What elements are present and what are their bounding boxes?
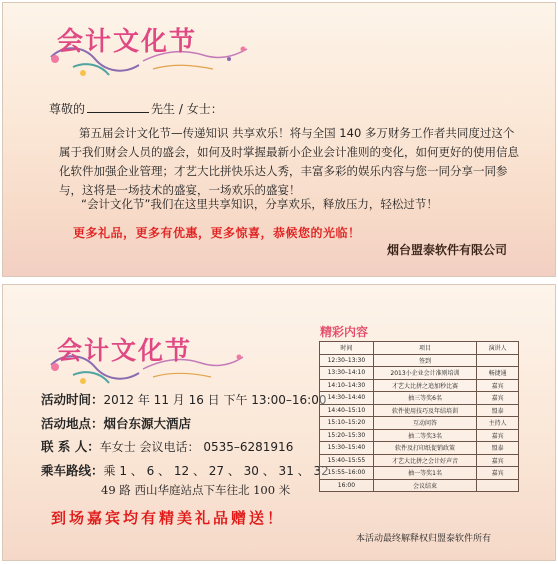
cell-item: 才艺大比拼之会计好声音 [373,454,477,467]
cell-item: 抽一等奖1名 [373,467,477,480]
schedule-table [319,341,519,492]
greeting-line [49,100,223,117]
table-row [320,392,519,405]
place-value: 烟台东源大酒店 [103,416,192,431]
table-row [320,467,519,480]
cell-item: 才艺大比拼之追加秒比赛 [373,379,477,392]
cell-time: 12:30–13:30 [320,354,374,367]
greeting-suffix: 先生 / 女士： [151,102,223,116]
event-contact [41,437,293,455]
cell-time: 15:20–15:30 [320,429,374,442]
gift-notice: 到场嘉宾均有精美礼品赠送！ [51,509,286,527]
cell-speaker [477,354,519,367]
table-row [320,379,519,392]
slogan: 更多礼品，更多有优惠，更多惊喜，恭候您的光临！ [73,226,361,240]
place-label: 活动地点： [41,416,104,431]
event-place [41,414,191,432]
cell-time: 16:00 [320,479,374,492]
cell-speaker: 盟泰 [477,442,519,455]
cell-time: 14:10–14:30 [320,379,374,392]
festival-logo [43,15,253,87]
cell-speaker [477,479,519,492]
table-row [320,354,519,367]
invitation-card-top [2,2,556,277]
event-route [41,461,329,479]
cell-item: 会议结束 [373,479,477,492]
cell-speaker: 嘉宾 [477,379,519,392]
table-row [320,404,519,417]
time-value: 2012 年 11 月 16 日 下午 13:00–16:00 [103,393,327,407]
cell-time: 15:10–15:20 [320,417,374,430]
table-row [320,417,519,430]
cell-speaker: 盟泰 [477,404,519,417]
cell-speaker: 畅捷通 [477,367,519,380]
cell-item: 抽二等奖3名 [373,429,477,442]
table-row [320,479,519,492]
contact-label: 联 系 人： [41,439,100,454]
invitation-paragraph-2: “会计文化节”我们在这里共享知识，分享欢乐，释放压力，轻松过节！ [81,197,438,211]
header-time: 时间 [320,342,374,355]
header-speaker: 演讲人 [477,342,519,355]
cell-item: 抽三等奖6名 [373,392,477,405]
cell-speaker: 嘉宾 [477,467,519,480]
company-name: 烟台盟泰软件有限公司 [386,243,507,257]
greeting-prefix: 尊敬的 [49,102,86,116]
logo-text: 会计文化节 [57,27,198,57]
program-title: 精彩内容 [320,325,369,339]
schedule-header-row [320,342,519,355]
cell-item: 2013小企业会计准则培训 [373,367,477,380]
festival-logo [45,325,245,395]
table-row [320,454,519,467]
disclaimer-footer: 本活动最终解释权归盟泰软件所有 [356,534,492,544]
invitation-card-bottom [2,284,556,561]
cell-time: 15:55–16:00 [320,467,374,480]
name-blank [87,101,149,113]
cell-speaker: 嘉宾 [477,429,519,442]
route-value-line-2: 49 路 西山华庭站点下车往北 100 米 [101,483,291,497]
cell-speaker: 主持人 [477,417,519,430]
cell-time: 15:30–15:40 [320,442,374,455]
cell-item: 签到 [373,354,477,367]
table-row [320,429,519,442]
route-label: 乘车路线： [41,463,104,478]
invitation-paragraph: 第五届会计文化节—传递知识 共享欢乐！将与全国 140 多万财务工作者共同度过这个属于我们财会人员的盛会，如何及时掌握最新小企业会计准则的变化，如何更好的使用信息化软件加强企业管理；才艺大比拼快乐达人秀，丰富多彩的娱乐内容与您一同分享一同参与，这将是一场技术的盛宴，一场欢乐的盛宴！ [59,126,519,197]
cell-item: 软件及打印纸促销政策 [373,442,477,455]
cell-time: 15:40–15:55 [320,454,374,467]
route-value: 乘 1 、 6 、 12 、 27 、 30 、 31 、 32 [103,464,329,478]
event-time [41,390,326,408]
cell-time: 14:40–15:10 [320,404,374,417]
time-label: 活动时间： [41,392,104,407]
table-row [320,367,519,380]
cell-speaker: 嘉宾 [477,454,519,467]
cell-item: 软件使用技巧及年结培训 [373,404,477,417]
contact-value: 车女士 会议电话： 0535–6281916 [99,440,294,454]
cell-speaker: 嘉宾 [477,392,519,405]
logo-text: 会计文化节 [57,336,193,365]
table-row [320,442,519,455]
cell-item: 互动问答 [373,417,477,430]
cell-time: 14:30–14:40 [320,392,374,405]
header-item: 项目 [373,342,477,355]
cell-time: 13:30–14:10 [320,367,374,380]
